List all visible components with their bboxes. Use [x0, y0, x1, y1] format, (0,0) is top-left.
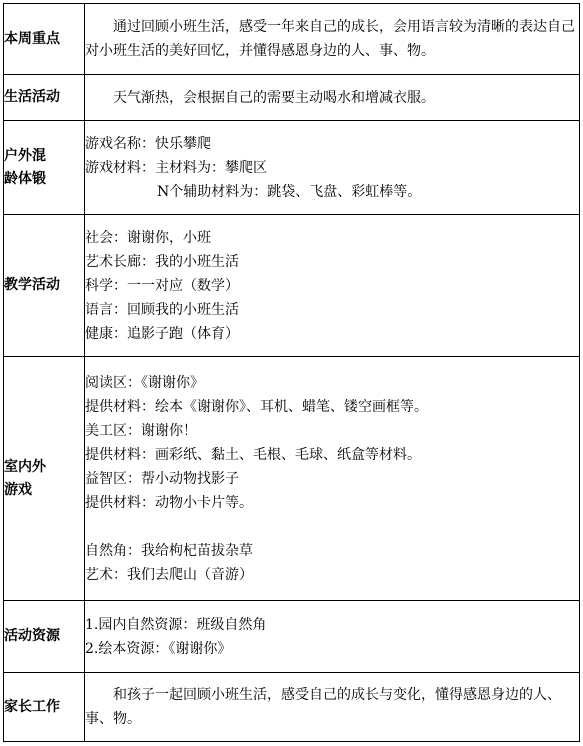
games-line: 美工区：谢谢你！ [85, 422, 197, 439]
games-line: 提供材料：绘本《谢谢你》、耳机、蜡笔、镂空画框等。 [85, 398, 428, 415]
teaching-line: 社会：谢谢你，小班 [85, 229, 211, 246]
row-weekly-focus [4, 4, 580, 75]
teaching-line: 健康：追影子跑（体育） [85, 325, 239, 342]
life-activity-text: 天气渐热，会根据自己的需要主动喝水和增减衣服。 [113, 89, 435, 106]
teaching-line: 语言：回顾我的小班生活 [85, 301, 239, 318]
teaching-line: 科学：一一对应（数学） [85, 277, 239, 294]
outdoor-label-line-1: 户外混 [4, 147, 46, 164]
content-life-activity [85, 75, 580, 121]
row-outdoor-exercise [4, 121, 580, 215]
games-line: 自然角：我给枸杞苗拔杂草 [85, 542, 253, 559]
label-life-activity: 生活活动 [4, 75, 85, 121]
indoor-label-line-2: 游戏 [4, 481, 32, 498]
outdoor-line: 游戏名称：快乐攀爬 [85, 135, 211, 152]
outdoor-line: 游戏材料：主材料为：攀爬区 [85, 159, 267, 176]
games-line: 益智区：帮小动物找影子 [85, 470, 239, 487]
row-indoor-outdoor-games [4, 357, 580, 601]
games-line: 艺术：我们去爬山（音游） [85, 566, 253, 583]
content-parent-work [85, 673, 580, 742]
weekly-focus-text: 通过回顾小班生活，感受一年来自己的成长，会用语言较为清晰的表达自己对小班生活的美好回忆，并懂得感恩身边的人、事、物。 [85, 19, 575, 59]
row-parent-work [4, 673, 580, 742]
resources-line: 2.绘本资源：《谢谢你》 [85, 640, 232, 657]
outdoor-line: N个辅助材料为：跳袋、飞盘、彩虹棒等。 [157, 183, 422, 200]
content-indoor-outdoor-games [85, 357, 580, 601]
label-outdoor-exercise [4, 121, 85, 215]
content-teaching-activity [85, 215, 580, 357]
row-life-activity [4, 75, 580, 121]
indoor-label-line-1: 室内外 [4, 458, 46, 475]
label-activity-resources: 活动资源 [4, 601, 85, 673]
games-line: 提供材料：画彩纸、黏土、毛根、毛球、纸盒等材料。 [85, 446, 421, 463]
resources-line: 1.园内自然资源：班级自然角 [85, 616, 267, 633]
weekly-plan-table [3, 3, 580, 742]
games-blank-line [85, 515, 579, 539]
label-indoor-outdoor-games [4, 357, 85, 601]
label-parent-work: 家长工作 [4, 673, 85, 742]
content-weekly-focus [85, 4, 580, 75]
games-line: 提供材料：动物小卡片等。 [85, 494, 253, 511]
label-teaching-activity: 教学活动 [4, 215, 85, 357]
teaching-line: 艺术长廊：我的小班生活 [85, 253, 239, 270]
games-line: 阅读区：《谢谢你》 [85, 374, 204, 391]
content-activity-resources [85, 601, 580, 673]
row-teaching-activity [4, 215, 580, 357]
parent-work-text: 和孩子一起回顾小班生活，感受自己的成长与变化，懂得感恩身边的人、事、物。 [85, 687, 561, 727]
row-activity-resources [4, 601, 580, 673]
content-outdoor-exercise [85, 121, 580, 215]
label-weekly-focus: 本周重点 [4, 4, 85, 75]
outdoor-label-line-2: 龄体锻 [4, 170, 46, 187]
